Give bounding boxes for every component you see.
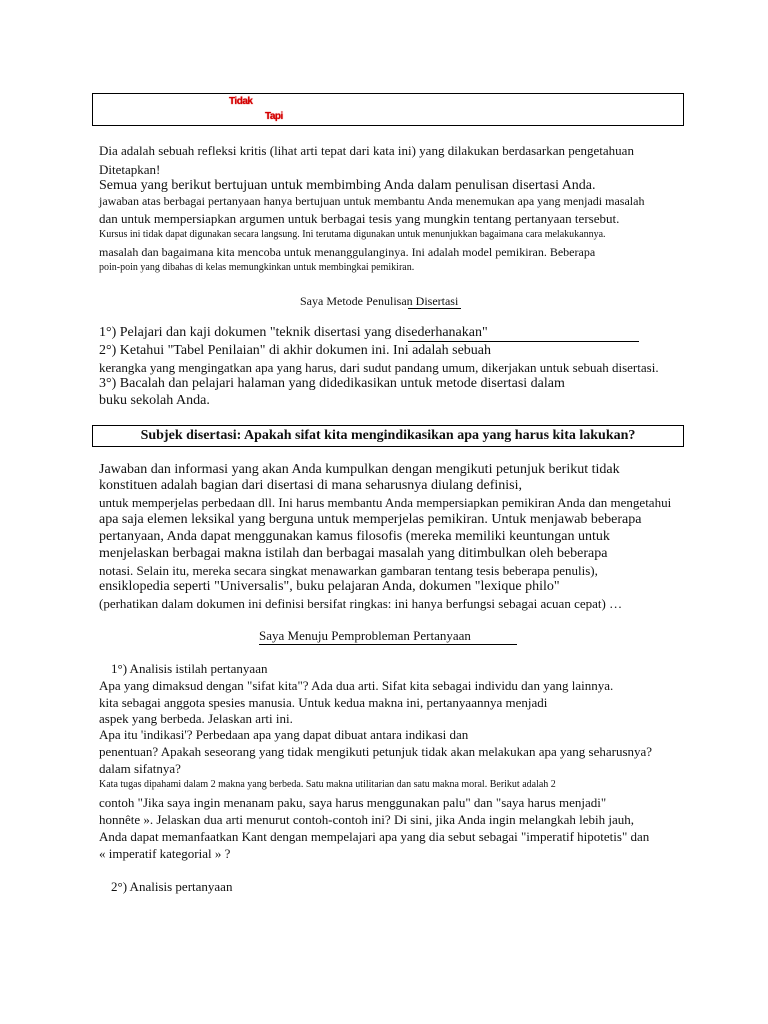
problem-line-6: dalam sifatnya?	[99, 761, 181, 776]
subject-line-8: ensiklopedia seperti "Universalis", buku pelajaran Anda, dokumen "lexique philo"	[99, 579, 560, 594]
problem-subheading-1: 1°) Analisis istilah pertanyaan	[111, 661, 268, 676]
problem-line-1: Apa yang dimaksud dengan "sifat kita"? Ada dua arti. Sifat kita sebagai individu dan yang lainnya.	[99, 678, 614, 693]
method-line-1-underline	[408, 341, 639, 342]
subject-line-3: untuk memperjelas perbedaan dll. Ini harus membantu Anda mempersiapkan pemikiran Anda dan mengetahui	[99, 495, 672, 510]
problem-line-11: « imperatif kategorial » ?	[99, 846, 231, 861]
problem-line-2: kita sebagai anggota spesies manusia. Untuk kedua makna ini, pertanyaannya menjadi	[99, 695, 548, 710]
intro-line-8: poin-poin yang dibahas di kelas memungkinkan untuk membingkai pemikiran.	[99, 262, 415, 273]
method-heading: Saya Metode Penulisan Disertasi	[300, 294, 459, 308]
method-line-5: buku sekolah Anda.	[99, 393, 210, 408]
intro-line-7: masalah dan bagaimana kita mencoba untuk menanggulanginya. Ini adalah model pemikiran. Beberapa	[99, 245, 596, 259]
subject-line-7: notasi. Selain itu, mereka secara singkat menawarkan gambaran tentang tesis beberapa penulis),	[99, 563, 598, 578]
red-header-text-top: Tidak	[229, 96, 253, 107]
problem-subheading-2: 2°) Analisis pertanyaan	[111, 879, 233, 894]
problem-heading-underline	[259, 644, 517, 645]
subject-line-6: menjelaskan berbagai makna istilah dan berbagai masalah yang ditimbulkan oleh beberapa	[99, 546, 608, 561]
subject-line-9: (perhatikan dalam dokumen ini definisi bersifat ringkas: ini hanya berfungsi sebagai acuan cepat) …	[99, 596, 623, 611]
problem-heading: Saya Menuju Pemprobleman Pertanyaan	[259, 628, 471, 643]
method-heading-underline	[408, 308, 461, 309]
intro-line-1: Dia adalah sebuah refleksi kritis (lihat arti tepat dari kata ini) yang dilakukan berdasarkan pengetahuan	[99, 143, 634, 158]
subject-line-1: Jawaban dan informasi yang akan Anda kumpulkan dengan mengikuti petunjuk berikut tidak	[99, 462, 620, 477]
subject-line-5: pertanyaan, Anda dapat menggunakan kamus filosofis (mereka memiliki keuntungan untuk	[99, 529, 610, 544]
problem-line-4: Apa itu 'indikasi'? Perbedaan apa yang dapat dibuat antara indikasi dan	[99, 727, 469, 742]
subject-line-2: konstituen adalah bagian dari disertasi di mana seharusnya diulang definisi,	[99, 478, 522, 493]
problem-line-3: aspek yang berbeda. Jelaskan arti ini.	[99, 711, 293, 726]
problem-line-8: contoh "Jika saya ingin menanam paku, saya harus menggunakan palu" dan "saya harus menjadi"	[99, 795, 607, 810]
problem-line-5: penentuan? Apakah seseorang yang tidak mengikuti petunjuk tidak akan melakukan apa yang seharusnya?	[99, 744, 653, 759]
problem-line-7: Kata tugas dipahami dalam 2 makna yang berbeda. Satu makna utilitarian dan satu makna moral. Berikut adalah 2	[99, 779, 556, 790]
method-line-3: kerangka yang mengingatkan apa yang harus, dari sudut pandang umum, dikerjakan untuk sebuah disertasi.	[99, 360, 659, 375]
subject-line-4: apa saja elemen leksikal yang berguna untuk memperjelas pemikiran. Untuk menjawab beberapa	[99, 512, 642, 527]
method-line-2: 2°) Ketahui "Tabel Penilaian" di akhir dokumen ini. Ini adalah sebuah	[99, 343, 491, 358]
method-line-4: 3°) Bacalah dan pelajari halaman yang didedikasikan untuk metode disertasi dalam	[99, 376, 565, 391]
intro-line-3: Semua yang berikut bertujuan untuk membimbing Anda dalam penulisan disertasi Anda.	[99, 178, 596, 193]
top-header-box	[92, 93, 684, 126]
problem-line-10: Anda dapat memanfaatkan Kant dengan mempelajari apa yang dia sebut sebagai "imperatif hipotetis" dan	[99, 829, 650, 844]
intro-line-2: Ditetapkan!	[99, 162, 161, 177]
intro-line-5: dan untuk mempersiapkan argumen untuk berbagai tesis yang mungkin tentang pertanyaan tersebut.	[99, 211, 620, 226]
subject-title-box: Subjek disertasi: Apakah sifat kita mengindikasikan apa yang harus kita lakukan?	[92, 425, 684, 447]
problem-line-9: honnête ». Jelaskan dua arti menurut contoh-contoh ini? Di sini, jika Anda ingin melangkah lebih jauh,	[99, 812, 635, 827]
intro-line-4: jawaban atas berbagai pertanyaan hanya bertujuan untuk membantu Anda menemukan apa yang menjadi masalah	[99, 194, 645, 208]
method-line-1: 1°) Pelajari dan kaji dokumen "teknik disertasi yang disederhanakan"	[99, 325, 488, 340]
red-header-text-bottom: Tapi	[265, 111, 283, 122]
intro-line-6: Kursus ini tidak dapat digunakan secara langsung. Ini terutama digunakan untuk menunjukkan bagaimana cara melakukannya.	[99, 229, 606, 240]
